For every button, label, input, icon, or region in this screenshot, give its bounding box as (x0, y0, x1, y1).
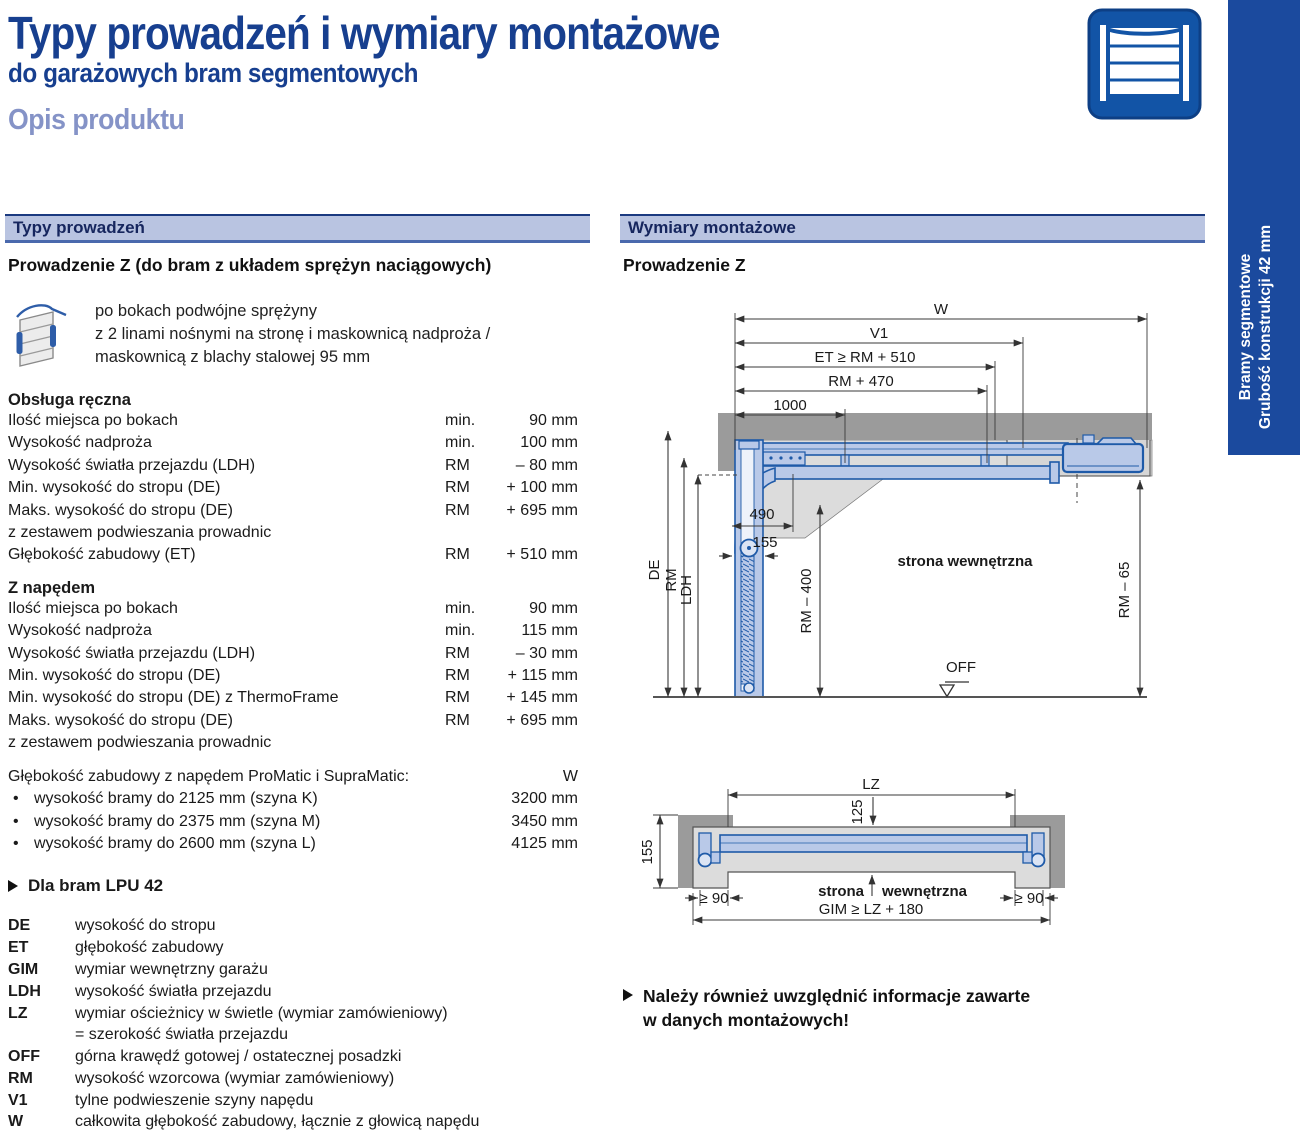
left-subheader: Prowadzenie Z (do bram z układem sprężyn naciągowych) (8, 255, 492, 275)
glossary-desc: wymiar wewnętrzny garażu (75, 960, 268, 978)
row-unit: RM (445, 667, 470, 685)
depth-item-value: 3200 mm (511, 790, 578, 808)
table-row (5, 477, 590, 499)
side-view-diagram (635, 298, 1205, 753)
glossary-desc: wysokość do stropu (75, 917, 216, 935)
plan-view-diagram (635, 765, 1205, 965)
row-label: Min. wysokość do stropu (DE) (8, 667, 221, 685)
dim-125: 125 (849, 799, 866, 825)
bullet-icon: • (13, 790, 19, 808)
dim-155-plan: 155 (639, 839, 656, 865)
depth-item-value: 3450 mm (511, 812, 578, 830)
inner-side-label: strona wewnętrzna (897, 553, 1033, 570)
glossary-abbr: LZ (8, 1004, 28, 1022)
glossary-row (5, 937, 590, 959)
depth-item-label: wysokość bramy do 2375 mm (szyna M) (34, 812, 321, 830)
dim-de: DE (646, 559, 663, 581)
banner-line-1: Bramy segmentowe (1237, 253, 1254, 401)
row-label: Wysokość światła przejazdu (LDH) (8, 644, 256, 662)
row-unit: min. (445, 412, 476, 429)
glossary-row (5, 1090, 590, 1112)
glossary-desc: głębokość zabudowy (75, 939, 224, 957)
row-value: – 30 mm (515, 644, 578, 662)
glossary-abbr (8, 1024, 75, 1046)
glossary-abbr: DE (8, 917, 31, 935)
glossary-desc: wysokość światła przejazdu (75, 982, 272, 1000)
row-value (495, 522, 590, 544)
row-value: + 695 mm (506, 501, 578, 519)
table-row (5, 732, 590, 754)
section-label: Opis produktu (8, 104, 185, 136)
triangle-bullet-icon (623, 989, 633, 1001)
row-value: 100 mm (520, 434, 578, 452)
row-value: + 695 mm (506, 711, 578, 729)
glossary-row (5, 959, 590, 981)
inner-side-label-2: wewnętrzna (882, 883, 968, 900)
table-row (5, 665, 590, 687)
glossary-abbr: ET (8, 939, 29, 957)
glossary-desc: całkowita głębokość zabudowy, łącznie z głowicą napędu (75, 1113, 480, 1131)
glossary-desc: wymiar ościeżnicy w świetle (wymiar zamówieniowy) (75, 1004, 448, 1022)
dim-w: W (933, 301, 949, 318)
right-section-header: Wymiary montażowe (620, 214, 1205, 243)
side-banner-text (1236, 197, 1292, 457)
row-unit: RM (445, 711, 470, 729)
row-unit: RM (445, 689, 470, 707)
glossary-abbr: W (8, 1113, 24, 1131)
table-row (5, 598, 590, 620)
row-value: + 115 mm (507, 667, 578, 685)
dim-gim: GIM ≥ LZ + 180 (818, 901, 924, 918)
glossary-abbr: GIM (8, 960, 39, 978)
glossary-row (5, 1003, 590, 1025)
dim-155: 155 (752, 534, 778, 551)
dim-v1: V1 (869, 325, 889, 342)
montage-note (623, 984, 1030, 1032)
row-unit: min. (445, 434, 476, 452)
dim-ge90-left: ≥ 90 (699, 890, 729, 907)
glossary (5, 915, 590, 1133)
row-unit: RM (445, 479, 470, 497)
intro-block (5, 300, 590, 379)
row-value: + 145 mm (506, 689, 578, 707)
table-row (5, 710, 590, 732)
glossary-row (5, 1068, 590, 1090)
row-label: Ilość miejsca po bokach (8, 599, 178, 617)
table-row (5, 643, 590, 665)
row-label: Głębokość zabudowy (ET) (8, 546, 196, 564)
row-label: Wysokość światła przejazdu (LDH) (8, 456, 256, 474)
depth-item (5, 811, 590, 833)
depth-item-label: wysokość bramy do 2600 mm (szyna L) (34, 834, 316, 852)
row-label: Maks. wysokość do stropu (DE) (8, 711, 233, 729)
row-value: + 510 mm (506, 546, 578, 564)
glossary-desc: wysokość wzorcowa (wymiar zamówieniowy) (75, 1069, 395, 1087)
dim-rm: RM (663, 568, 680, 592)
glossary-abbr: V1 (8, 1091, 28, 1109)
right-subheader: Prowadzenie Z (623, 255, 746, 275)
row-value (495, 732, 590, 754)
inner-side-label-1: strona (818, 883, 864, 900)
page-title: Typy prowadzeń i wymiary montażowe (8, 7, 720, 59)
triangle-bullet-icon (8, 880, 18, 892)
glossary-abbr: LDH (8, 982, 41, 1000)
glossary-row (5, 981, 590, 1003)
glossary-desc: = szerokość światła przejazdu (75, 1026, 288, 1044)
depth-item (5, 788, 590, 810)
row-unit: min. (445, 599, 476, 617)
depth-item (5, 833, 590, 855)
row-label: z zestawem podwieszania prowadnic (8, 734, 272, 752)
dim-ge90-right: ≥ 90 (1014, 890, 1044, 907)
depth-intro: Głębokość zabudowy z napędem ProMatic i SupraMatic: (8, 767, 410, 785)
row-value: + 100 mm (506, 479, 578, 497)
dim-490: 490 (749, 506, 775, 523)
glossary-row (5, 1024, 590, 1046)
depth-unit-header: W (562, 767, 578, 785)
sectional-door-icon (1087, 8, 1202, 128)
page-subtitle: do garażowych bram segmentowych (8, 58, 419, 88)
table-row (5, 687, 590, 709)
powered-table (5, 598, 590, 755)
intro-line-3: maskownicą z blachy stalowej 95 mm (95, 348, 371, 366)
table-row (5, 544, 590, 566)
glossary-row (5, 1046, 590, 1068)
dim-rm65: RM – 65 (1116, 561, 1133, 619)
glossary-row (5, 915, 590, 937)
row-value: 115 mm (521, 622, 578, 640)
row-label: Min. wysokość do stropu (DE) z ThermoFrame (8, 689, 339, 707)
row-unit (445, 732, 495, 754)
row-value: 90 mm (529, 599, 578, 617)
row-unit: min. (445, 622, 476, 640)
table-row (5, 620, 590, 642)
manual-table (5, 410, 590, 567)
dim-et: ET ≥ RM + 510 (814, 349, 916, 366)
row-value: – 80 mm (515, 456, 578, 474)
table-row (5, 500, 590, 522)
depth-header-row (5, 766, 590, 788)
door-sketch-icon (7, 300, 69, 379)
row-unit: RM (445, 644, 470, 662)
left-column (5, 214, 590, 1133)
table-row (5, 410, 590, 432)
left-section-header: Typy prowadzeń (5, 214, 590, 243)
row-label: Ilość miejsca po bokach (8, 412, 178, 429)
note-line-2: w danych montażowych! (643, 1010, 850, 1030)
row-label: Min. wysokość do stropu (DE) (8, 479, 221, 497)
row-value: 90 mm (529, 412, 578, 429)
table-row (5, 522, 590, 544)
row-label: Wysokość nadproża (8, 622, 152, 640)
off-label: OFF (946, 659, 976, 676)
note-line-1: Należy również uwzględnić informacje zawarte (643, 986, 1031, 1006)
depth-item-value: 4125 mm (511, 834, 578, 852)
depth-block (5, 766, 590, 856)
depth-item-label: wysokość bramy do 2125 mm (szyna K) (34, 790, 318, 808)
manual-table-title: Obsługa ręczna (8, 391, 131, 409)
row-label: z zestawem podwieszania prowadnic (8, 524, 272, 542)
glossary-desc: tylne podwieszenie szyny napędu (75, 1091, 314, 1109)
dim-rm470: RM + 470 (828, 373, 894, 390)
dim-lz: LZ (862, 776, 880, 793)
row-label: Wysokość nadproża (8, 434, 152, 452)
row-unit (445, 522, 495, 544)
powered-table-title: Z napędem (8, 578, 96, 597)
glossary-abbr: RM (8, 1069, 33, 1087)
glossary-abbr: OFF (8, 1048, 40, 1066)
intro-line-2: z 2 linami nośnymi na stronę i maskownicą nadproża / (95, 325, 491, 343)
row-unit: RM (445, 501, 470, 519)
intro-line-1: po bokach podwójne sprężyny (95, 302, 317, 320)
row-unit: RM (445, 456, 470, 474)
intro-text (95, 300, 490, 379)
table-row (5, 432, 590, 454)
row-unit: RM (445, 546, 470, 564)
dim-1000: 1000 (773, 397, 807, 414)
lpu-note (8, 876, 590, 896)
bullet-icon: • (13, 812, 19, 830)
table-row (5, 455, 590, 477)
right-column (620, 214, 1205, 1114)
glossary-desc: górna krawędź gotowej / ostatecznej posadzki (75, 1048, 402, 1066)
row-label: Maks. wysokość do stropu (DE) (8, 501, 233, 519)
lpu-note-text: Dla bram LPU 42 (28, 876, 164, 896)
bullet-icon: • (13, 834, 19, 852)
banner-line-2: Grubość konstrukcji 42 mm (1257, 224, 1274, 430)
dim-ldh: LDH (678, 574, 695, 606)
dim-rm400: RM – 400 (798, 568, 815, 634)
